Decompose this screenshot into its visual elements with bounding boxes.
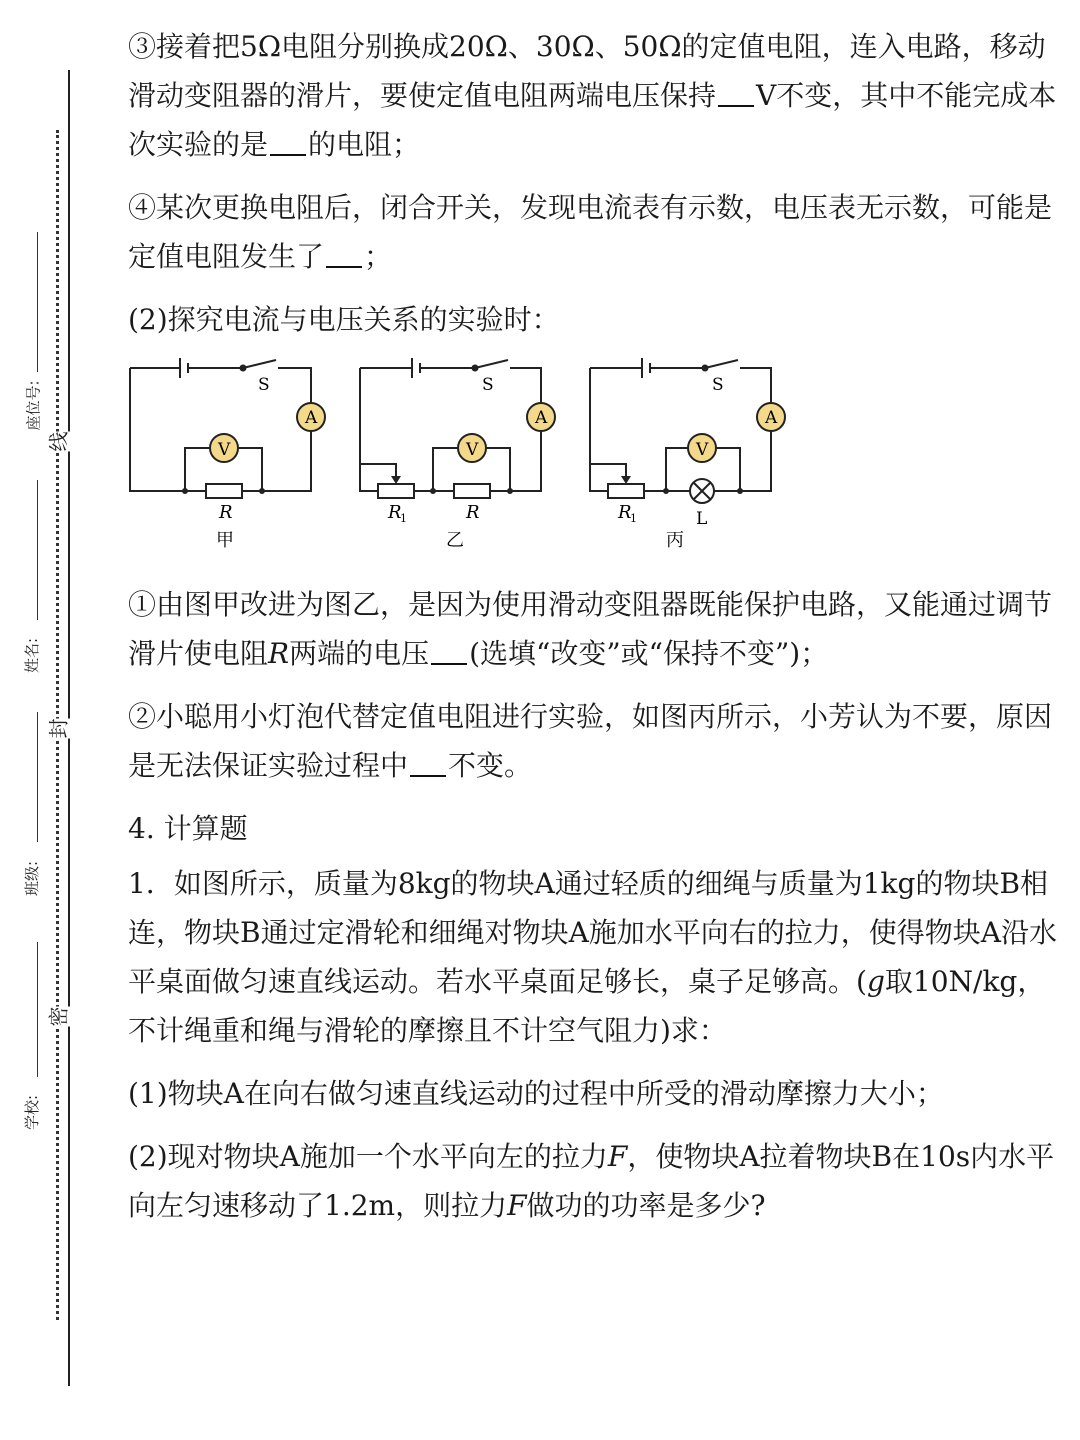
answer-blank-voltage[interactable]	[718, 79, 754, 107]
seal-char-xian: 线	[41, 432, 74, 452]
resistor-label-r: R	[466, 502, 480, 523]
sub-2-text-b: 不变。	[448, 749, 533, 782]
calc-question-1-part-2	[128, 1132, 1063, 1230]
question-content	[128, 22, 1063, 1244]
step-4-text-a: ④某次更换电阻后，闭合开关，发现电流表有示数，电压表无示数，可能是定值电阻发生了	[128, 191, 1053, 273]
calc-1-var-g: g	[866, 965, 885, 998]
figure-caption-jia: 甲	[216, 530, 234, 551]
class-label: 班级:	[23, 860, 42, 897]
resistor-label-r: R	[219, 502, 233, 523]
sub-1-text-b: 两端的电压	[289, 637, 430, 670]
calc-1-q2-var-f: F	[607, 1140, 628, 1173]
voltmeter-label-v: V	[466, 440, 479, 460]
sub-1-var-r: R	[268, 637, 290, 670]
rheostat-subscript: 1	[400, 512, 407, 525]
name-blank-line	[37, 480, 38, 620]
lamp-label-l: L	[696, 509, 708, 529]
school-label: 学校:	[23, 1094, 42, 1131]
calc-1-q2-text-a: (2)现对物块A施加一个水平向左的拉力	[128, 1140, 608, 1173]
voltmeter-label-v: V	[696, 440, 709, 460]
part-2-title: (2)探究电流与电压关系的实验时：	[128, 303, 560, 336]
class-blank-line	[37, 712, 38, 842]
step-4-text-b: ；	[364, 240, 393, 273]
calc-question-1	[128, 859, 1063, 1055]
circuit-figure-jia	[128, 358, 348, 563]
step-3-text-c: 的电阻；	[308, 128, 421, 161]
circuit-figure-bing	[588, 358, 808, 563]
circuit-diagram-jia	[128, 358, 348, 563]
sub-2-text-a: ②小聪用小灯泡代替定值电阻进行实验，如图丙所示，小芳认为不要，原因是无法保证实验过程中	[128, 700, 1053, 782]
name-label: 姓名:	[23, 637, 42, 674]
part-2-sub-1	[128, 580, 1063, 678]
calc-1-text-a: 1．如图所示，质量为8kg的物块A通过轻质的细绳与质量为1kg的物块B相连，物块B通过定滑轮和细绳对物块A施加水平向右的拉力，使得物块A沿水平桌面做匀速直线运动。若水平桌面足够长，桌子足够高。(	[128, 867, 1058, 998]
switch-label-s: S	[712, 375, 724, 395]
rheostat-label-r1: R	[618, 502, 632, 523]
circuit-figure-yi	[358, 358, 578, 563]
seat-label: 座位号:	[24, 380, 43, 431]
switch-label-s: S	[258, 375, 270, 395]
seal-char-feng: 封	[41, 719, 74, 739]
question-3-step-3	[128, 22, 1063, 169]
sub-1-text-a: ①由图甲改进为图乙，是因为使用滑动变阻器既能保护电路，又能通过调节滑片使电阻	[128, 588, 1053, 670]
calc-1-text-b: 取10N/kg，不计绳重和绳与滑轮的摩擦且不计空气阻力)求：	[128, 965, 1046, 1047]
calc-1-q2-text-c: 做功的功率是多少?	[526, 1189, 766, 1222]
switch-label-s: S	[482, 375, 494, 395]
circuit-diagram-yi	[358, 358, 578, 563]
answer-blank-constant[interactable]	[410, 749, 446, 777]
voltmeter-label-v: V	[218, 440, 231, 460]
ammeter-label-a: A	[305, 408, 318, 428]
step-3-text-b: V不变，其中不能完成本次实验的是	[128, 79, 1057, 161]
part-2-sub-2	[128, 692, 1063, 790]
ammeter-label-a: A	[765, 408, 778, 428]
binding-margin	[0, 0, 110, 1440]
sub-1-text-c: (选填“改变”或“保持不变”)；	[469, 637, 829, 670]
seat-blank-line	[37, 232, 38, 372]
seal-char-mi: 密	[41, 1007, 74, 1027]
question-3-step-4	[128, 183, 1063, 281]
rheostat-subscript: 1	[630, 512, 637, 525]
rheostat-label-r1: R	[388, 502, 402, 523]
answer-blank-fault[interactable]	[326, 240, 362, 268]
circuit-figures	[128, 358, 1063, 568]
calc-question-1-part-1: (1)物块A在向右做匀速直线运动的过程中所受的滑动摩擦力大小；	[128, 1077, 944, 1110]
calc-1-q2-var-f-2: F	[507, 1189, 527, 1222]
section-4-heading: 4. 计算题	[128, 812, 248, 845]
figure-caption-yi: 乙	[446, 530, 464, 551]
answer-blank-resistor[interactable]	[270, 128, 306, 156]
circuit-diagram-bing	[588, 358, 808, 563]
calc-1-q2-text-b: ，使物块A拉着物块B在10s内水平向左匀速移动了1.2m，则拉力	[128, 1140, 1055, 1222]
school-blank-line	[37, 942, 38, 1077]
figure-caption-bing: 丙	[666, 530, 684, 551]
ammeter-label-a: A	[535, 408, 548, 428]
step-3-text-a: ③接着把5Ω电阻分别换成20Ω、30Ω、50Ω的定值电阻，连入电路，移动滑动变阻器的滑片，要使定值电阻两端电压保持	[128, 30, 1046, 112]
answer-blank-voltage-change[interactable]	[431, 637, 467, 665]
